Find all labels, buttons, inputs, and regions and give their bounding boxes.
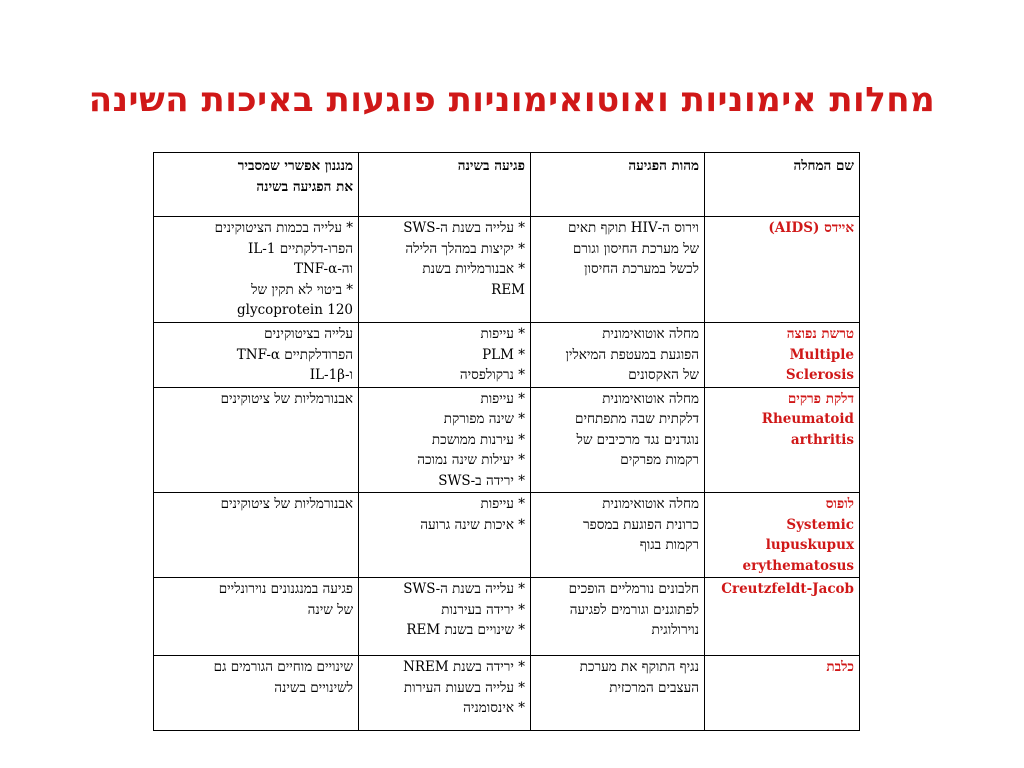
mechanism-cell (154, 387, 359, 493)
sleep-effect-line: * עלייה בשעות העירות (403, 679, 525, 696)
mechanism-line: * ביטוי לא תקין של (251, 281, 353, 298)
damage-nature-cell (531, 323, 705, 388)
header-mechanism-line: מנגנון אפשרי שמסביר (237, 158, 353, 174)
header-sleep-effect: פגיעה בשינה (359, 153, 531, 217)
damage-nature-line: העצבים המרכזית (609, 679, 699, 696)
damage-nature-line: של האקסונים (628, 367, 699, 383)
sleep-effect-line: * עייפות (480, 326, 525, 342)
disease-name-cell (705, 217, 860, 323)
damage-nature-cell (531, 387, 705, 493)
mechanism-line: אבנורמליות של ציטוקינים (220, 496, 353, 512)
damage-nature-line: כרונית הפוגעת במספר (583, 516, 699, 533)
sleep-effect-line: * עלייה בשנת ה-SWS (403, 581, 525, 597)
damage-nature-line: נוגדנים נגד מרכיבים של (576, 431, 699, 448)
damage-nature-cell (531, 493, 705, 578)
table-row (154, 217, 860, 323)
damage-nature-line: נגיף התוקף את מערכת (579, 659, 699, 675)
diseases-table (153, 152, 860, 731)
sleep-effect-line: * ירידה בשנת NREM (403, 659, 525, 675)
mechanism-cell (154, 493, 359, 578)
disease-name-line: lupuskupux (765, 537, 854, 553)
disease-name-line: Sclerosis (785, 367, 854, 383)
sleep-effect-line: * עלייה בשנת ה-SWS (403, 220, 525, 236)
damage-nature-line: דלקתית שבה מתפתחים (575, 411, 699, 427)
table-row (154, 387, 860, 493)
sleep-effect-line: * PLM (482, 346, 525, 363)
mechanism-line: עלייה בציטוקינים (264, 326, 353, 342)
disease-name-line: Multiple (789, 346, 854, 363)
slide-title: מחלות אימוניות ואוטואימוניות פוגעות באיכות השינה (88, 80, 936, 120)
mechanism-line: ו-IL-1β (309, 367, 353, 383)
damage-nature-line: מחלה אוטואימונית (602, 390, 699, 407)
disease-name-line: Creutzfeldt-Jacob (721, 581, 854, 597)
mechanism-line: הפרו-דלקתיים IL-1 (248, 240, 353, 257)
mechanism-cell (154, 578, 359, 656)
sleep-effect-cell (359, 578, 531, 656)
sleep-effect-cell (359, 387, 531, 493)
damage-nature-line: הפוגעת במעטפת המיאלין (565, 346, 699, 363)
disease-name-cell (705, 323, 860, 388)
table-header-row (154, 153, 860, 217)
mechanism-line: שינויים מוחיים הגורמים גם (213, 659, 353, 675)
sleep-effect-line: * נרקולפסיה (459, 367, 525, 383)
sleep-effect-line: * אינסומניה (463, 700, 525, 716)
damage-nature-line: חלבונים נורמליים הופכים (568, 581, 699, 597)
damage-nature-line: רקמות בגוף (639, 537, 699, 553)
disease-name-line: איידס (AIDS) (768, 220, 854, 236)
mechanism-line: וה-TNF-α (293, 261, 353, 277)
sleep-effect-line: * שינויים בשנת REM (406, 622, 525, 638)
table-row (154, 578, 860, 656)
sleep-effect-line: REM (491, 281, 525, 298)
disease-name-line: erythematosus (742, 557, 854, 574)
disease-name-line: דלקת פרקים (787, 390, 854, 407)
damage-nature-cell (531, 217, 705, 323)
mechanism-line: אבנורמליות של ציטוקינים (220, 390, 353, 407)
sleep-effect-line: * עייפות (480, 496, 525, 512)
header-damage-nature: מהות הפגיעה (531, 153, 705, 217)
sleep-effect-line: * איכות שינה גרועה (420, 516, 525, 533)
disease-name-cell (705, 578, 860, 656)
damage-nature-cell (531, 656, 705, 731)
mechanism-line: * עלייה בכמות הציטוקינים (214, 220, 353, 236)
sleep-effect-line: * אבנורמליות בשנת (422, 261, 525, 277)
damage-nature-line: מחלה אוטואימונית (602, 496, 699, 512)
disease-name-cell (705, 493, 860, 578)
damage-nature-cell (531, 578, 705, 656)
header-mechanism (154, 153, 359, 217)
damage-nature-line: וירוס ה-HIV תוקף תאים (567, 220, 699, 236)
table-row (154, 656, 860, 731)
table-row (154, 323, 860, 388)
mechanism-cell (154, 323, 359, 388)
sleep-effect-line: * ירידה ב-SWS (438, 472, 525, 489)
damage-nature-line: נוירולוגית (651, 622, 699, 638)
mechanism-line: glycoprotein 120 (237, 302, 353, 318)
damage-nature-line: לכשל במערכת החיסון (584, 261, 699, 277)
mechanism-line: הפרודלקתיים TNF-α (236, 346, 353, 363)
damage-nature-line: רקמות מפרקים (620, 452, 699, 468)
sleep-effect-line: * שינה מפורקת (443, 411, 525, 427)
header-disease-name: שם המחלה (705, 153, 860, 217)
sleep-effect-line: * יקיצות במהלך הלילה (405, 240, 525, 257)
header-mechanism-line: את הפגיעה בשינה (256, 178, 353, 195)
mechanism-line: לשינויים בשינה (274, 679, 353, 696)
disease-name-cell (705, 656, 860, 731)
sleep-effect-line: * יעילות שינה נמוכה (417, 452, 525, 468)
damage-nature-line: מחלה אוטואימונית (602, 326, 699, 342)
disease-name-line: arthritis (790, 431, 854, 448)
mechanism-cell (154, 656, 359, 731)
sleep-effect-cell (359, 323, 531, 388)
mechanism-cell (154, 217, 359, 323)
disease-name-line: Rheumatoid (761, 411, 854, 427)
sleep-effect-line: * עירנות ממושכת (431, 431, 525, 448)
disease-name-cell (705, 387, 860, 493)
damage-nature-line: לפתוגנים וגורמים לפגיעה (569, 601, 699, 618)
disease-name-line: כלבת (826, 659, 854, 675)
disease-name-line: לופוס (825, 496, 854, 512)
disease-name-line: Systemic (786, 516, 854, 533)
disease-name-line: טרשת נפוצה (786, 326, 854, 342)
sleep-effect-line: * עייפות (480, 390, 525, 407)
sleep-effect-line: * ירידה בעירנות (441, 601, 525, 618)
mechanism-line: פגיעה במנגנונים נוירונליים (218, 581, 353, 597)
damage-nature-line: של מערכת החיסון וגורם (572, 240, 699, 257)
sleep-effect-cell (359, 493, 531, 578)
sleep-effect-cell (359, 656, 531, 731)
mechanism-line: של שינה (307, 601, 353, 618)
table-row (154, 493, 860, 578)
sleep-effect-cell (359, 217, 531, 323)
